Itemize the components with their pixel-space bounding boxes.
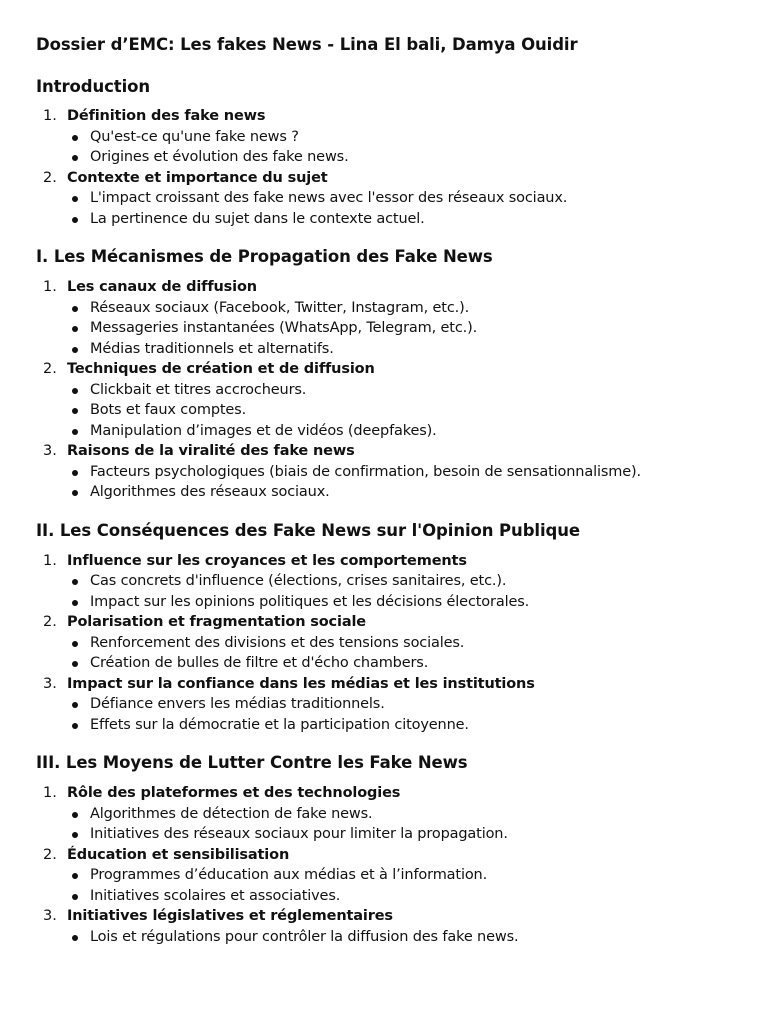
document-page [36,34,736,964]
bullet-text: Clickbait et titres accrocheurs. [90,381,307,398]
section [36,752,736,947]
bullet-dot-icon [72,832,78,838]
item-number: 2. [43,846,57,863]
bullet-item [67,339,736,360]
section-heading: I. Les Mécanismes de Propagation des Fake News [36,247,493,266]
bullet-text: Initiatives scolaires et associatives. [90,887,341,904]
item-title: Initiatives législatives et réglementaires [67,908,393,924]
bullet-dot-icon [72,196,78,202]
item-number: 3. [43,675,57,692]
bullet-item [67,482,736,503]
numbered-list-item [36,168,736,230]
section-heading: Introduction [36,77,151,96]
bullet-dot-icon [72,723,78,729]
numbered-list-item [36,845,736,907]
bullet-dot-icon [72,641,78,647]
bullet-dot-icon [72,429,78,435]
item-title: Impact sur la confiance dans les médias et les institutions [67,675,535,692]
numbered-list [36,783,736,947]
bullet-dot-icon [72,155,78,161]
bullet-text: Messageries instantanées (WhatsApp, Telegram, etc.). [90,320,478,336]
bullet-dot-icon [72,894,78,900]
bullet-item [67,865,736,886]
bullet-text: Renforcement des divisions et des tensions sociales. [90,634,465,651]
section-heading: II. Les Conséquences des Fake News sur l'Opinion Publique [36,520,580,540]
bullet-item [67,571,736,592]
item-number: 3. [43,908,57,924]
numbered-list-item [36,359,736,441]
bullet-item [67,804,736,825]
bullet-dot-icon [72,579,78,585]
numbered-list-item [36,674,736,736]
bullet-item [67,653,736,674]
item-title: Définition des fake news [67,108,266,124]
bullet-text: Facteurs psychologiques (biais de confirmation, besoin de sensationnalisme). [90,463,641,480]
numbered-list [36,551,736,736]
bullet-text: Algorithmes de détection de fake news. [90,805,373,822]
bullet-dot-icon [72,347,78,353]
item-title: Contexte et importance du sujet [67,169,328,186]
document-title: Dossier d’EMC: Les fakes News - Lina El bali, Damya Ouidir [36,35,578,54]
bullet-text: Réseaux sociaux (Facebook, Twitter, Instagram, etc.). [90,299,470,316]
bullet-text: Initiatives des réseaux sociaux pour limiter la propagation. [90,826,508,842]
item-title: Éducation et sensibilisation [67,846,290,863]
item-title: Influence sur les croyances et les comportements [67,552,467,569]
numbered-list-item [36,612,736,674]
item-number: 1. [43,552,57,569]
bullet-dot-icon [72,217,78,223]
bullet-dot-icon [72,490,78,496]
bullet-item [67,824,736,845]
bullet-dot-icon [72,600,78,606]
bullet-text: Manipulation d’images et de vidéos (deepfakes). [90,422,437,439]
section [36,76,736,229]
bullet-item [67,715,736,736]
bullet-text: Lois et régulations pour contrôler la diffusion des fake news. [90,928,519,945]
bullet-dot-icon [72,326,78,332]
bullet-item [67,633,736,654]
bullet-dot-icon [72,306,78,312]
bullet-dot-icon [72,135,78,141]
item-title: Rôle des plateformes et des technologies [67,785,401,801]
document-body [36,76,736,947]
section [36,520,736,736]
bullet-list [67,694,736,735]
bullet-list [67,571,736,612]
bullet-dot-icon [72,388,78,394]
bullet-item [67,927,736,948]
bullet-text: Cas concrets d'influence (élections, crises sanitaires, etc.). [90,573,507,589]
bullet-item [67,592,736,613]
bullet-list [67,127,736,168]
bullet-item [67,147,736,168]
bullet-text: La pertinence du sujet dans le contexte actuel. [90,210,425,227]
bullet-list [67,188,736,229]
item-title: Raisons de la viralité des fake news [67,443,355,459]
bullet-item [67,462,736,483]
item-number: 3. [43,443,57,459]
section [36,246,736,503]
bullet-item [67,400,736,421]
bullet-text: Création de bulles de filtre et d'écho chambers. [90,655,429,671]
numbered-list [36,106,736,229]
bullet-item [67,298,736,319]
bullet-dot-icon [72,873,78,879]
section-heading: III. Les Moyens de Lutter Contre les Fake News [36,753,468,772]
bullet-text: Programmes d’éducation aux médias et à l’information. [90,867,488,883]
numbered-list [36,277,736,503]
bullet-dot-icon [72,661,78,667]
bullet-text: Origines et évolution des fake news. [90,149,349,165]
bullet-text: Qu'est-ce qu'une fake news ? [90,128,299,145]
bullet-list [67,633,736,674]
numbered-list-item [36,106,736,168]
item-number: 1. [43,785,57,801]
bullet-item [67,886,736,907]
item-title: Polarisation et fragmentation sociale [67,614,366,630]
numbered-list-item [36,277,736,359]
bullet-list [67,927,736,948]
bullet-dot-icon [72,812,78,818]
numbered-list-item [36,441,736,503]
bullet-text: L'impact croissant des fake news avec l'essor des réseaux sociaux. [90,190,568,206]
item-number: 1. [43,108,57,124]
item-number: 2. [43,614,57,630]
bullet-item [67,380,736,401]
item-number: 1. [43,279,57,295]
item-title: Techniques de création et de diffusion [67,361,375,377]
bullet-item [67,127,736,148]
bullet-item [67,694,736,715]
bullet-list [67,298,736,360]
item-number: 2. [43,169,57,186]
bullet-text: Impact sur les opinions politiques et les décisions électorales. [90,593,530,610]
bullet-item [67,318,736,339]
bullet-text: Médias traditionnels et alternatifs. [90,340,334,357]
bullet-text: Bots et faux comptes. [90,402,247,418]
bullet-dot-icon [72,470,78,476]
bullet-dot-icon [72,702,78,708]
bullet-text: Effets sur la démocratie et la participation citoyenne. [90,716,469,733]
item-number: 2. [43,361,57,377]
numbered-list-item [36,906,736,947]
item-title: Les canaux de diffusion [67,279,257,295]
bullet-item [67,188,736,209]
bullet-text: Défiance envers les médias traditionnels. [90,696,385,712]
bullet-dot-icon [72,935,78,941]
bullet-item [67,421,736,442]
bullet-text: Algorithmes des réseaux sociaux. [90,484,330,500]
numbered-list-item [36,551,736,613]
bullet-list [67,380,736,442]
bullet-list [67,462,736,503]
bullet-item [67,209,736,230]
numbered-list-item [36,783,736,845]
bullet-list [67,865,736,906]
bullet-list [67,804,736,845]
bullet-dot-icon [72,408,78,414]
